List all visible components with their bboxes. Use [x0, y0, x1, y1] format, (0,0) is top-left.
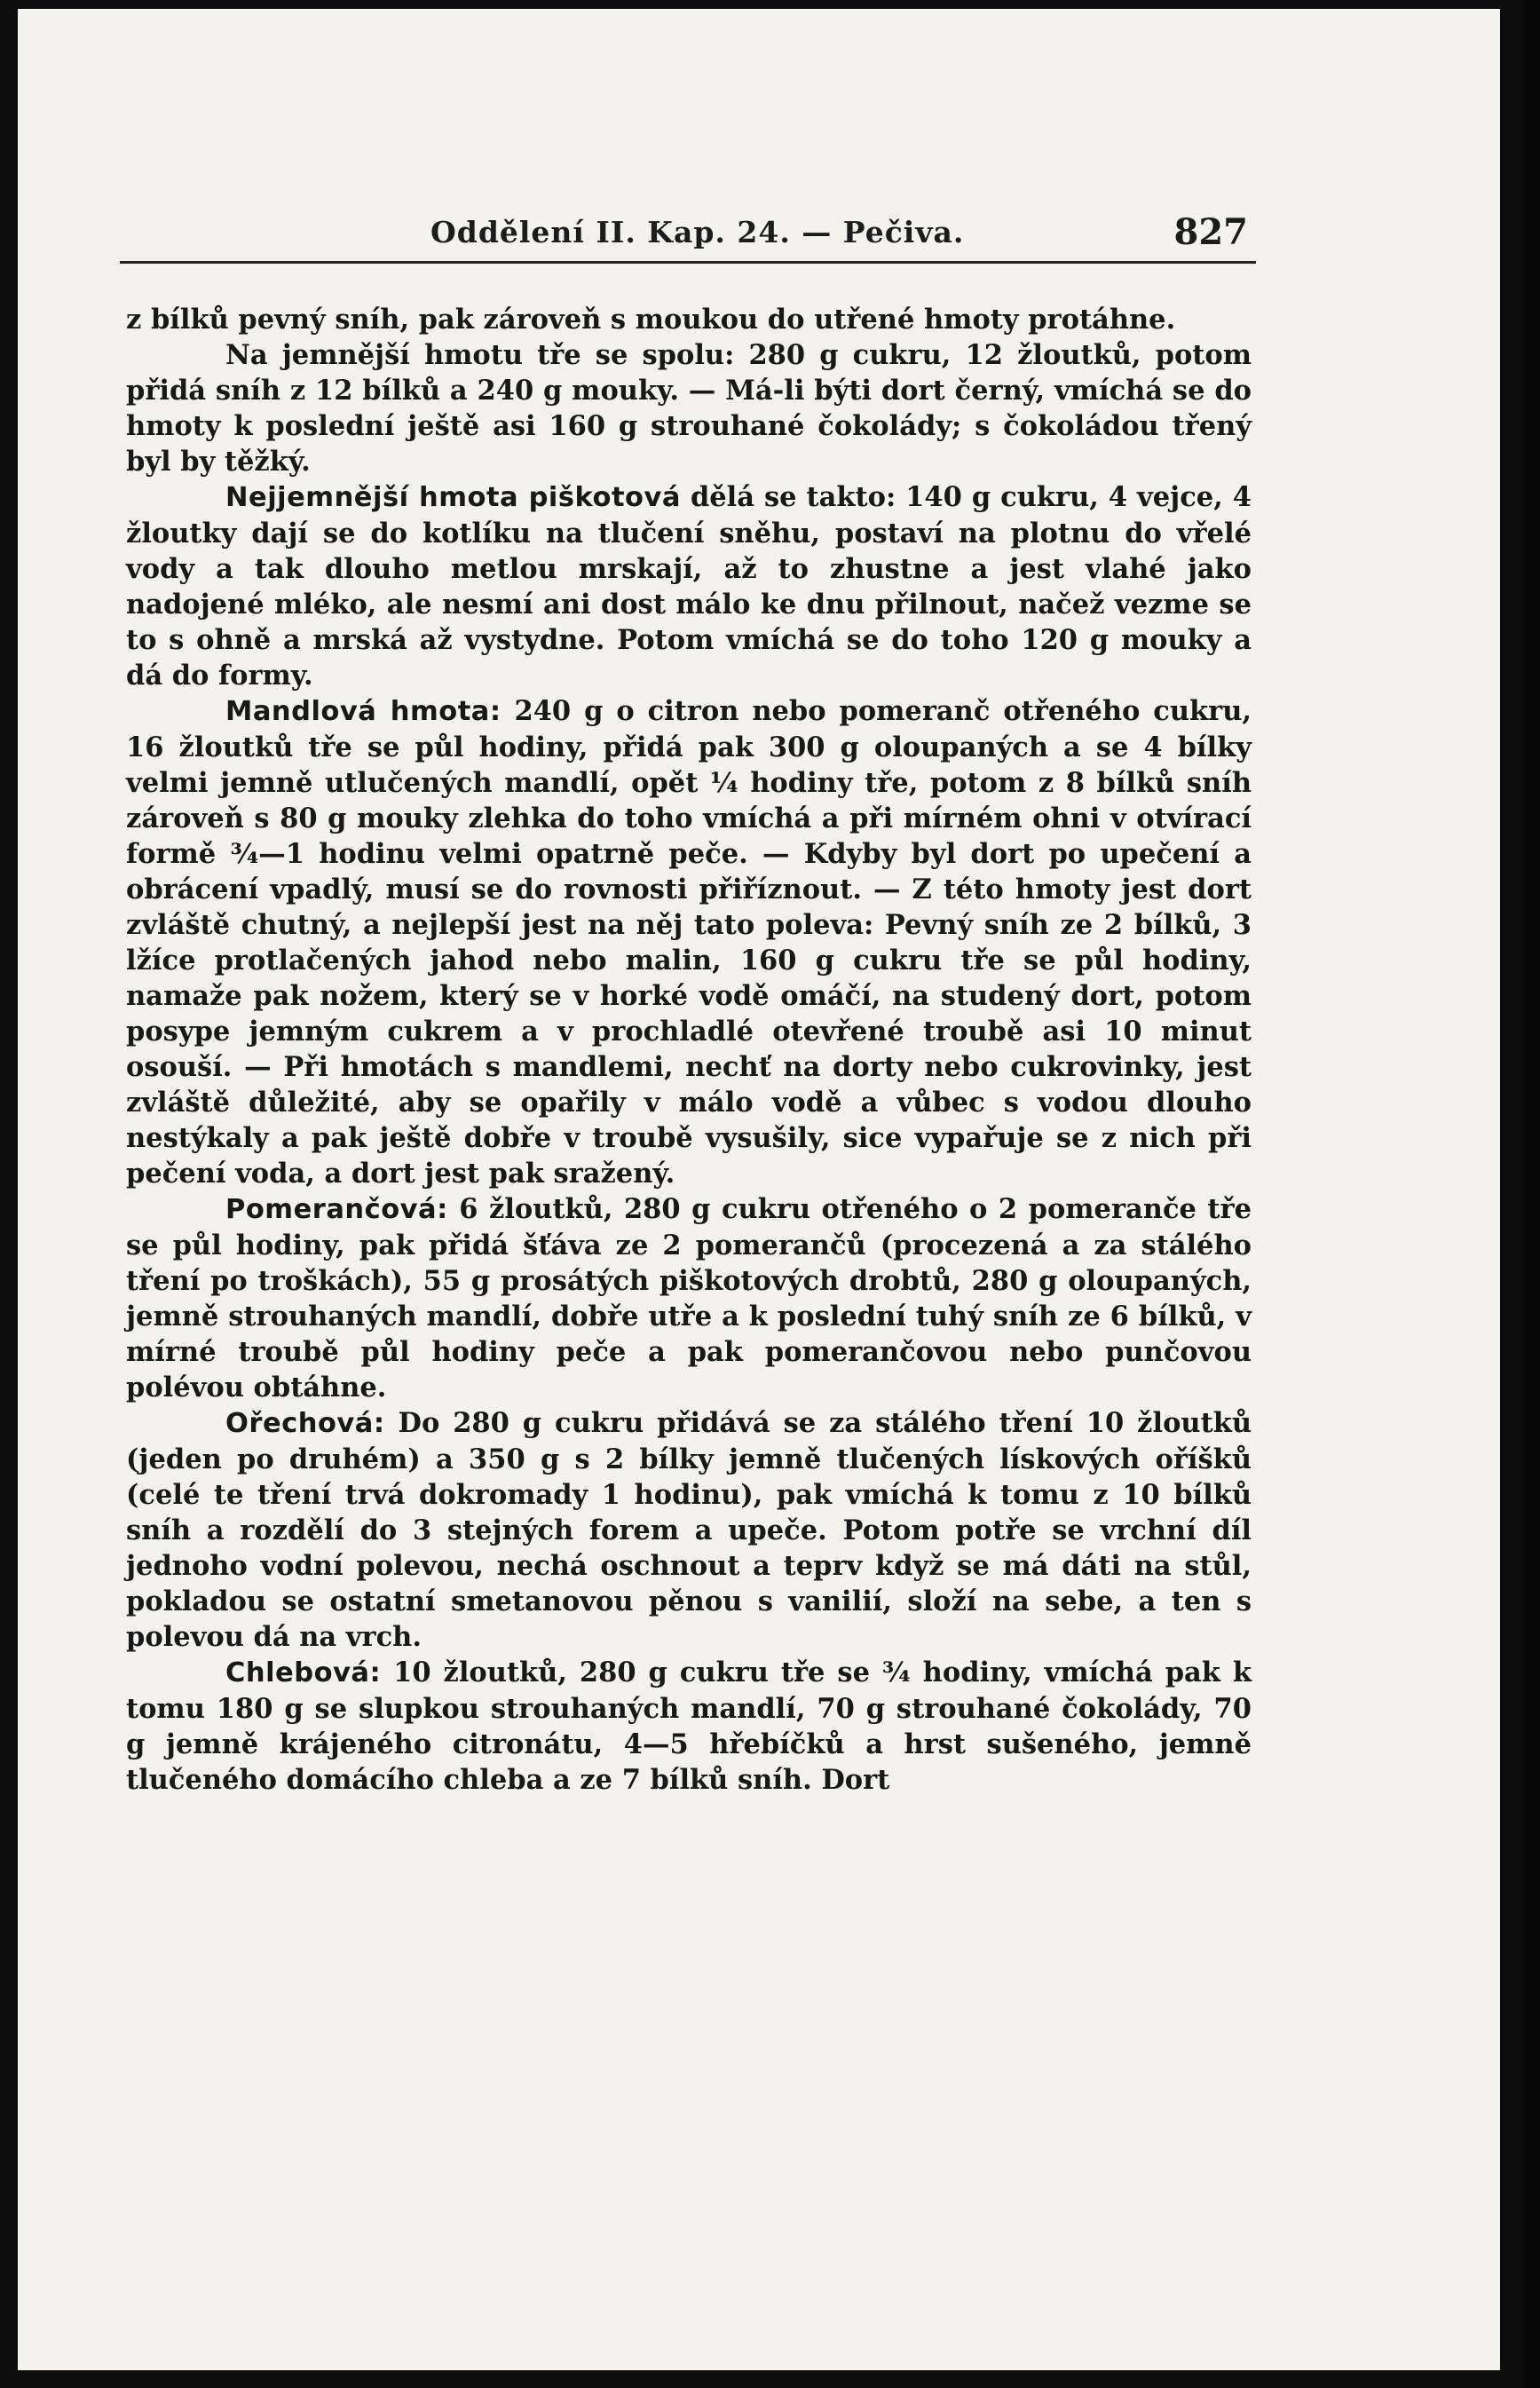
paragraph — [126, 1655, 1252, 1798]
running-head: Oddělení II. Kap. 24. — Pečiva. — [430, 215, 965, 249]
paragraph-text: dělá se takto: 140 g cukru, 4 vejce, 4 žloutky dají se do kotlíku na tlučení sněhu, postaví na plotnu do vřelé vody a tak dlouho metlou mrskají, až to zhustne a jest vlahé jako nadojené mléko, ale nesmí ani dost málo ke dnu přilnout, načež vezme se to s ohně a mrská až vystydne. Potom vmíchá se do toho 120 g mouky a dá do formy. — [126, 481, 1252, 692]
paragraph-lead: Ořechová: — [225, 1408, 385, 1439]
paragraph-text: Na jemnější hmotu tře se spolu: 280 g cukru, 12 žloutků, potom přidá sníh z 12 bílků a 240 g mouky. — Má-li býti dort černý, vmíchá se do hmoty k poslední ještě asi 160 g strouhané čokolády; s čokoládou třený byl by těžký. — [126, 339, 1252, 478]
paragraph — [126, 337, 1252, 479]
paragraph — [126, 693, 1252, 1191]
paragraph — [126, 479, 1252, 693]
body-text — [126, 302, 1252, 1798]
page-header — [124, 211, 1252, 256]
paragraph-lead: Mandlová hmota: — [225, 696, 501, 727]
paragraph — [126, 1405, 1252, 1655]
paragraph-lead: Pomerančová: — [225, 1194, 448, 1225]
page-number: 827 — [1173, 211, 1248, 253]
paragraph — [126, 302, 1252, 337]
paragraph-text: 240 g o citron nebo pomeranč otřeného cukru, 16 žloutků tře se půl hodiny, přidá pak 300 g oloupaných a se 4 bílky velmi jemně utlučených mandlí, opět ¼ hodiny tře, potom z 8 bílků sníh zároveň s 80 g mouky zlehka do toho vmíchá a při mírném ohni v otvírací formě ¾—1 hodinu velmi opatrně peče. — Kdyby byl dort po upečení a obrácení vpadlý, musí se do rovnosti přiříznout. — Z této hmoty jest dort zvláště chutný, a nejlepší jest na něj tato poleva: Pevný sníh ze 2 bílků, 3 lžíce protlačených jahod nebo malin, 160 g cukru tře se půl hodiny, namaže pak nožem, který se v horké vodě omáčí, na studený dort, potom posype jemným cukrem a v prochladlé otevřené troubě asi 10 minut osouší. — Při hmotách s mandlemi, nechť na dorty nebo cukrovinky, jest zvláště důležité, aby se opařily v málo vodě a vůbec s vodou dlouho nestýkaly a pak ještě dobře v troubě vysušily, sice vypařuje se z nich při pečení voda, a dort jest pak sražený. — [126, 695, 1252, 1190]
paragraph-lead: Chlebová: — [225, 1657, 382, 1688]
paragraph-text: z bílků pevný sníh, pak zároveň s moukou do utřené hmoty protáhne. — [126, 304, 1176, 336]
scan-border — [1524, 0, 1540, 2388]
header-rule — [120, 261, 1256, 264]
paragraph-lead: Nejjemnější hmota piškotová — [225, 482, 681, 513]
paragraph-text: 10 žloutků, 280 g cukru tře se ¾ hodiny, vmíchá pak k tomu 180 g se slupkou strouhaných mandlí, 70 g strouhané čokolády, 70 g jemně krájeného citronátu, 4—5 hřebíčků a hrst sušeného, jemně tlučeného domácího chleba a ze 7 bílků sníh. Dort — [126, 1657, 1252, 1796]
paragraph-text: 6 žloutků, 280 g cukru otřeného o 2 pomeranče tře se půl hodiny, pak přidá šťáva ze 2 pomerančů (procezená a za stálého tření po troškách), 55 g prosátých piškotových drobtů, 280 g oloupaných, jemně strouhaných mandlí, dobře utře a k poslední tuhý sníh ze 6 bílků, v mírné troubě půl hodiny peče a pak pomerančovou nebo punčovou polévou obtáhne. — [126, 1193, 1252, 1404]
paragraph-text: Do 280 g cukru přidává se za stálého tření 10 žloutků (jeden po druhém) a 350 g s 2 bílky jemně tlučených lískových oříšků (celé te tření trvá dokromady 1 hodinu), pak vmíchá k tomu z 10 bílků sníh a rozdělí do 3 stejných forem a upeče. Potom potře se vrchní díl jednoho vodní polevou, nechá oschnout a teprv když se má dáti na stůl, pokladou se ostatní smetanovou pěnou s vanilií, složí na sebe, a ten s polevou dá na vrch. — [126, 1407, 1252, 1653]
paragraph — [126, 1191, 1252, 1405]
